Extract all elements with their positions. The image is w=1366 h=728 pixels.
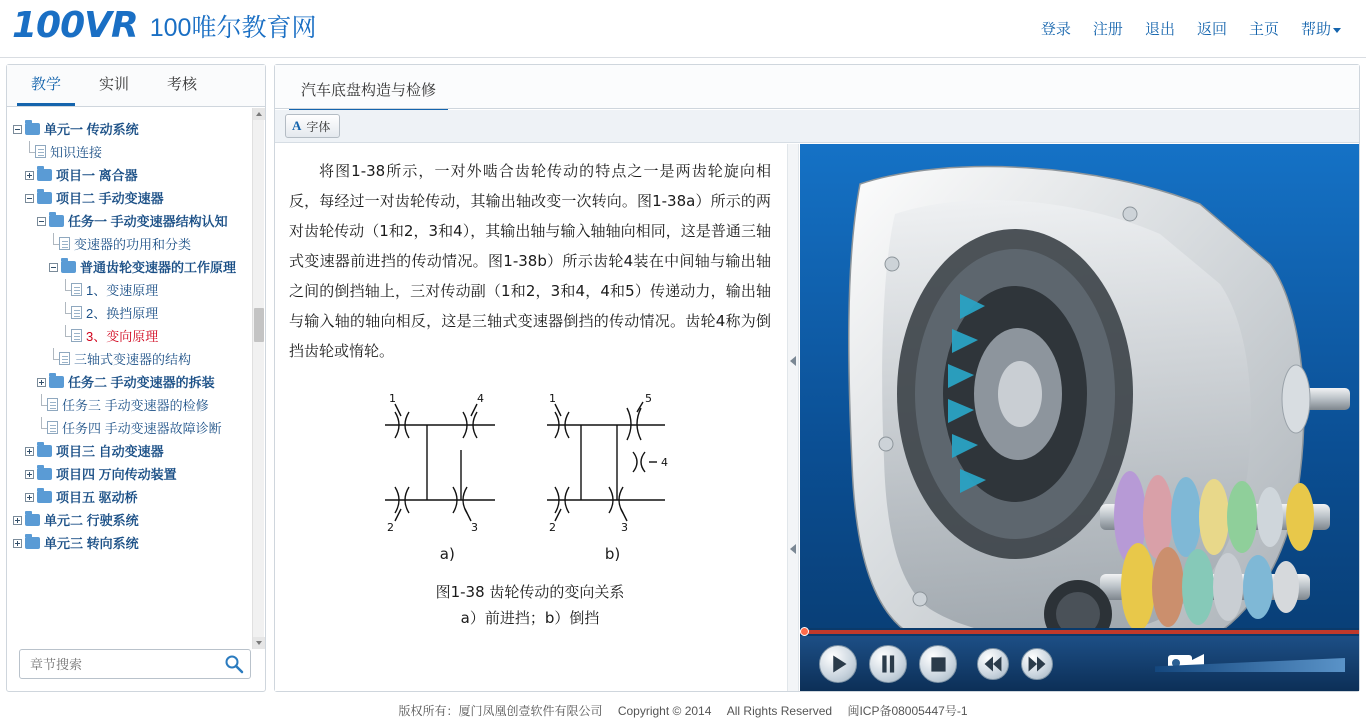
logo[interactable] (12, 6, 316, 46)
tree-item-11[interactable] (13, 371, 259, 394)
scroll-down-icon[interactable] (253, 637, 265, 649)
tree-item-9[interactable] (13, 325, 259, 348)
tree-expand-icon[interactable] (37, 378, 46, 387)
play-icon (820, 646, 856, 682)
stop-icon (920, 646, 956, 682)
sidebar-tabs (7, 65, 265, 107)
svg-text:5: 5 (645, 392, 652, 405)
nav-back[interactable]: 返回 (1196, 21, 1227, 38)
tab-teaching[interactable]: 教学 (17, 65, 75, 106)
rewind-button[interactable] (977, 648, 1009, 680)
chapter-search[interactable] (19, 649, 251, 679)
nav-home[interactable]: 主页 (1248, 21, 1279, 38)
folder-icon (37, 468, 52, 480)
gear-diagram (365, 390, 695, 540)
tree-item-label: 项目三 自动变速器 (56, 444, 164, 459)
splitter-arrow-bottom-icon[interactable] (790, 544, 796, 554)
search-input[interactable] (28, 654, 218, 674)
tree-item-label: 三轴式变速器的结构 (74, 352, 192, 367)
tree-item-label: 项目二 手动变速器 (56, 191, 164, 206)
forward-button[interactable] (1021, 648, 1053, 680)
seek-bar[interactable] (800, 628, 1359, 636)
folder-icon (25, 514, 40, 526)
tree-expand-icon[interactable] (25, 171, 34, 180)
tree-item-15[interactable] (13, 463, 259, 486)
svg-text:2: 2 (387, 521, 394, 534)
tree-line (49, 236, 59, 252)
figure-caption-line1: 图1-38 齿轮传动的变向关系 (435, 583, 625, 601)
transmission-model (800, 144, 1359, 691)
play-button[interactable] (819, 645, 857, 683)
tree-item-label: 2、换挡原理 (86, 306, 159, 321)
document-icon (71, 329, 82, 342)
svg-text:3: 3 (621, 521, 628, 534)
tree-expand-icon[interactable] (25, 470, 34, 479)
tree-line (61, 328, 71, 344)
document-icon (59, 237, 70, 250)
sidebar (6, 64, 266, 692)
footer-rights: All Rights Reserved (726, 704, 833, 718)
tree-item-label: 任务一 手动变速器结构认知 (68, 214, 228, 229)
seek-knob[interactable] (800, 627, 809, 636)
scrollbar-thumb[interactable] (254, 308, 264, 342)
tree-item-label: 项目四 万向传动装置 (56, 467, 177, 482)
pause-icon (870, 646, 906, 682)
tree-scrollbar[interactable] (252, 108, 264, 649)
tree-item-0[interactable] (13, 118, 259, 141)
tree-item-10[interactable] (13, 348, 259, 371)
tree-item-4[interactable] (13, 210, 259, 233)
nav-register[interactable]: 注册 (1092, 21, 1123, 38)
tab-chassis-course[interactable]: 汽车底盘构造与检修 (289, 73, 448, 112)
search-icon[interactable] (224, 654, 244, 674)
folder-icon (61, 261, 76, 273)
tree-item-label: 普通齿轮变速器的工作原理 (80, 260, 237, 275)
tree-item-label: 任务三 手动变速器的检修 (62, 398, 209, 413)
content-toolbar (275, 110, 1359, 143)
footer-icp: 闽ICP备08005447号-1 (847, 704, 968, 718)
document-icon (47, 398, 58, 411)
rewind-icon (978, 649, 1008, 679)
document-icon (35, 145, 46, 158)
tree-item-label: 单元三 转向系统 (44, 536, 139, 551)
document-icon (71, 283, 82, 296)
pause-button[interactable] (869, 645, 907, 683)
chevron-down-icon (1333, 28, 1341, 33)
tree-item-6[interactable] (13, 256, 259, 279)
svg-text:3: 3 (471, 521, 478, 534)
tab-training[interactable]: 实训 (99, 76, 130, 93)
tree-item-label: 任务二 手动变速器的拆装 (68, 375, 215, 390)
tree-line (37, 420, 47, 436)
content-area (275, 144, 1359, 691)
tree-line (61, 282, 71, 298)
tree-item-17[interactable] (13, 509, 259, 532)
svg-text:1: 1 (389, 392, 396, 405)
tree-item-12[interactable] (13, 394, 259, 417)
tree-line (37, 397, 47, 413)
lesson-paragraph: 将图1-38所示，一对外啮合齿轮传动的特点之一是两齿轮旋向相反，每经过一对齿轮传动，其输出轴改变一次转向。图1-38a）所示的两对齿轮传动（1和2，3和4），其输出轴与输入轴轴向相同，这是普通三轴式变速器前进挡的传动情况。图1-38b）所示齿轮4装在中间轴与输出轴之间的倒挡轴上，三对传动副（1和2，3和4，4和5）传递动力，输出轴与输入轴的轴向相反，这是三轴式变速器倒挡的传动情况。齿轮4称为倒挡齿轮或惰轮。 (289, 162, 771, 360)
seek-progress (800, 630, 1359, 634)
lesson-text-column (275, 144, 787, 691)
folder-icon (49, 215, 64, 227)
svg-text:4: 4 (661, 456, 668, 469)
document-tab-bar (275, 65, 1359, 109)
nav-help[interactable] (1290, 18, 1352, 39)
folder-icon (37, 169, 52, 181)
figure-label-b: b) (604, 545, 621, 563)
tree-collapse-icon[interactable] (25, 194, 34, 203)
figure-label-a: a) (439, 545, 455, 563)
tree-item-1[interactable] (13, 141, 259, 164)
figure-1-38 (289, 390, 771, 631)
folder-icon (49, 376, 64, 388)
splitter-arrow-top-icon[interactable] (790, 356, 796, 366)
footer-copyright-en: Copyright © 2014 (617, 704, 712, 718)
tree-collapse-icon[interactable] (49, 263, 58, 272)
scroll-up-icon[interactable] (253, 108, 265, 120)
tab-assessment[interactable]: 考核 (167, 76, 198, 93)
logo-100-text: 100 (12, 5, 85, 46)
tree-item-label: 单元一 传动系统 (44, 122, 139, 137)
tree-item-label: 项目五 驱动桥 (56, 490, 138, 505)
nav-logout[interactable]: 退出 (1144, 21, 1175, 38)
tree-item-label: 3、变向原理 (86, 329, 159, 344)
tree-expand-icon[interactable] (25, 447, 34, 456)
tree-item-label: 变速器的功用和分类 (74, 237, 192, 252)
font-button[interactable] (285, 114, 340, 138)
tree-collapse-icon[interactable] (37, 217, 46, 226)
tree-expand-icon[interactable] (13, 516, 22, 525)
tree-item-label: 知识连接 (50, 145, 103, 160)
tree-item-label: 任务四 手动变速器故障诊断 (62, 421, 222, 436)
folder-icon (37, 445, 52, 457)
figure-caption-line2: a）前进挡；b）倒挡 (460, 609, 600, 627)
tree-item-13[interactable] (13, 417, 259, 440)
tree-line (25, 144, 35, 160)
site-footer (0, 694, 1366, 728)
3d-model-viewer[interactable] (800, 144, 1359, 691)
document-icon (59, 352, 70, 365)
tree-item-label: 1、变速原理 (86, 283, 159, 298)
tree-collapse-icon[interactable] (13, 125, 22, 134)
logo-vr-text: VR (84, 5, 138, 46)
footer-copyright-cn: 版权所有：厦门凤凰创壹软件有限公司 (398, 704, 603, 718)
site-header (0, 0, 1366, 58)
forward-icon (1022, 649, 1052, 679)
tree-item-label: 单元二 行驶系统 (44, 513, 139, 528)
folder-icon (37, 192, 52, 204)
tree-item-5[interactable] (13, 233, 259, 256)
svg-text:2: 2 (549, 521, 556, 534)
font-button-label: 字体 (306, 119, 331, 134)
content-panel (274, 64, 1360, 692)
nav-login[interactable]: 登录 (1040, 21, 1071, 38)
document-icon (47, 421, 58, 434)
tree-line (61, 305, 71, 321)
tree-item-8[interactable] (13, 302, 259, 325)
tree-item-14[interactable] (13, 440, 259, 463)
media-player-bar (800, 635, 1359, 691)
course-tree (7, 108, 265, 649)
stop-button[interactable] (919, 645, 957, 683)
folder-icon (25, 537, 40, 549)
camera-icon[interactable] (1165, 648, 1209, 678)
tree-item-18[interactable] (13, 532, 259, 555)
top-nav (1030, 18, 1352, 39)
tree-line (49, 351, 59, 367)
site-title: 100唯尔教育网 (149, 14, 317, 42)
tree-item-label: 项目一 离合器 (56, 168, 138, 183)
logo-mark (12, 6, 138, 46)
svg-text:4: 4 (477, 392, 484, 405)
panel-splitter[interactable] (787, 144, 799, 691)
folder-icon (25, 123, 40, 135)
tree-item-2[interactable] (13, 164, 259, 187)
tree-item-7[interactable] (13, 279, 259, 302)
nav-help-label: 帮助 (1300, 21, 1331, 38)
svg-text:1: 1 (549, 392, 556, 405)
tree-expand-icon[interactable] (13, 539, 22, 548)
tree-item-16[interactable] (13, 486, 259, 509)
tree-item-3[interactable] (13, 187, 259, 210)
document-icon (71, 306, 82, 319)
tree-expand-icon[interactable] (25, 493, 34, 502)
font-icon: A (292, 118, 302, 133)
folder-icon (37, 491, 52, 503)
